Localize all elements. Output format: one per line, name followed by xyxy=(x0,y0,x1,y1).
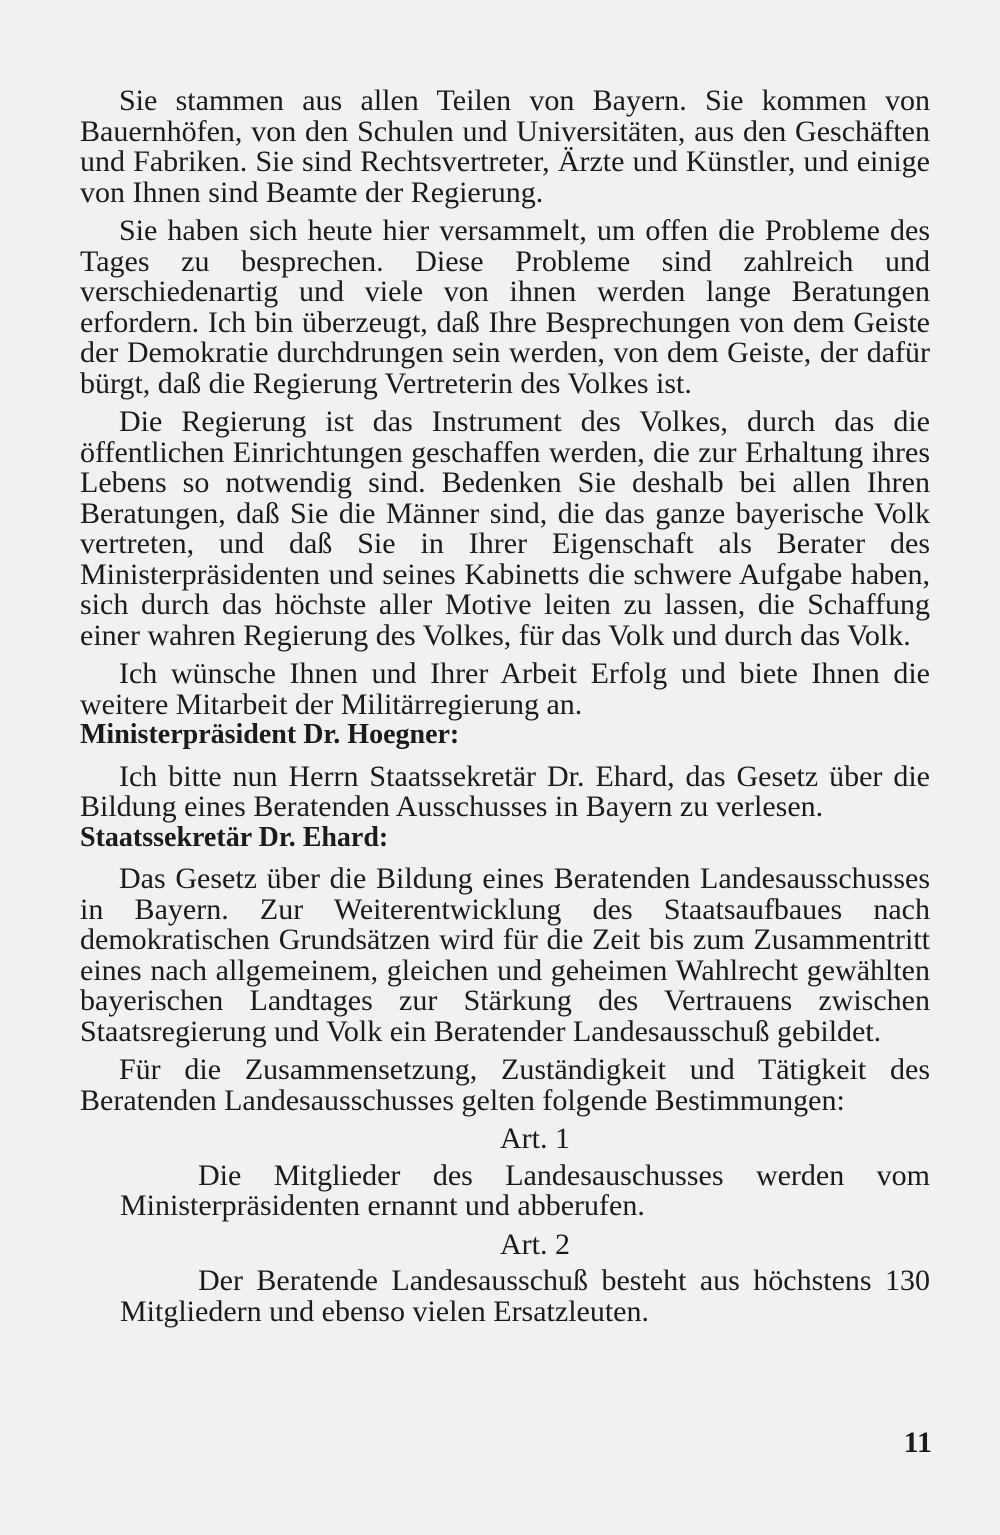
paragraph-2: Sie haben sich heute hier versammelt, um offen die Probleme des Tages zu besprechen. Diese Probleme sind zahlreich und verschiedenartig und viele von ihnen werden lange Beratungen erfordern. Ich bin überzeugt, daß Ihre Besprechungen von dem Geiste der Demokratie durchdrungen sein werden, von dem Geiste, der dafür bürgt, daß die Regierung Vertreterin des Volkes ist. xyxy=(80,214,930,400)
ehard-statement-1: Das Gesetz über die Bildung eines Beratenden Landesausschusses in Bayern. Zur Weiterentwicklung des Staatsaufbaues nach demokratischen Grundsätzen wird für die Zeit bis zum Zusammentritt eines nach allgemeinem, gleichen und geheimen Wahlrecht gewählten bayerischen Landtages zur Stärkung des Vertrauens zwischen Staatsregierung und Volk ein Beratender Landesausschuß gebildet. xyxy=(80,862,930,1048)
paragraph-4: Ich wünsche Ihnen und Ihrer Arbeit Erfolg und biete Ihnen die weitere Mitarbeit der Militärregierung an. xyxy=(80,657,930,721)
speaker-ehard: Staatssekretär Dr. Ehard: xyxy=(80,821,389,853)
speaker-hoegner: Ministerpräsident Dr. Hoegner: xyxy=(80,719,460,750)
article-2-heading: Art. 2 xyxy=(500,1227,570,1261)
paragraph-3: Die Regierung ist das Instrument des Volkes, durch das die öffentlichen Einrichtungen geschaffen werden, die zur Erhaltung ihres Lebens so notwendig sind. Bedenken Sie deshalb bei allen Ihren Beratungen, daß Sie die Männer sind, die das ganze bayerische Volk vertreten, und daß Sie in Ihrer Eigenschaft als Berater des Ministerpräsidenten und seines Kabinetts die schwere Aufgabe haben, sich durch das höchste aller Motive leiten zu lassen, die Schaffung einer wahren Regierung des Volkes, für das Volk und durch das Volk. xyxy=(80,405,930,652)
article-2-text: Der Beratende Landesausschuß besteht aus höchstens 130 Mitgliedern und ebenso vielen Ersatzleuten. xyxy=(120,1264,930,1328)
ehard-statement-2: Für die Zusammensetzung, Zuständigkeit und Tätigkeit des Beratenden Landesausschusses gelten folgende Bestimmungen: xyxy=(80,1053,930,1117)
document-page xyxy=(80,86,930,1327)
hoegner-statement: Ich bitte nun Herrn Staatssekretär Dr. Ehard, das Gesetz über die Bildung eines Beratenden Ausschusses in Bayern zu verlesen. xyxy=(80,759,930,823)
paragraph-1: Sie stammen aus allen Teilen von Bayern. Sie kommen von Bauernhöfen, von den Schulen und Universitäten, aus den Geschäften und Fabriken. Sie sind Rechtsvertreter, Ärzte und Künstler, und einige von Ihnen sind Beamte der Regierung. xyxy=(80,84,930,209)
page-number: 11 xyxy=(903,1426,932,1459)
article-1-text: Die Mitglieder des Landesauschusses werden vom Ministerpräsidenten ernannt und abberufen. xyxy=(120,1158,930,1222)
article-1-heading: Art. 1 xyxy=(500,1122,570,1155)
